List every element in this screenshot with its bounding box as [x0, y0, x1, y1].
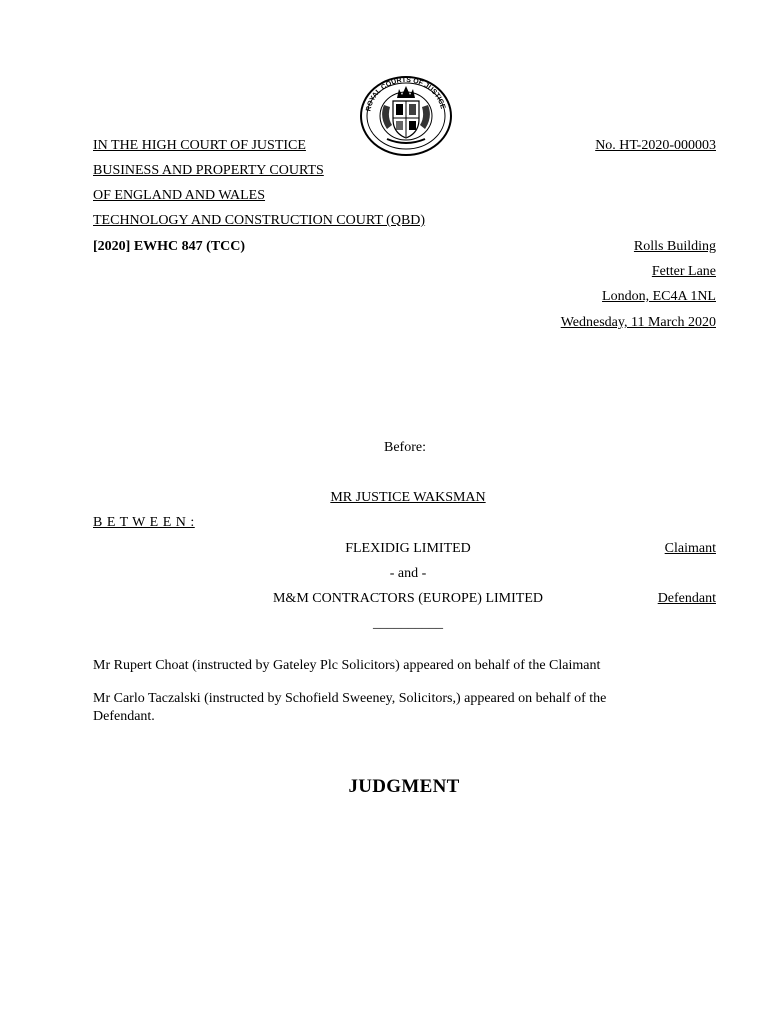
royal-courts-seal-icon [357, 75, 455, 157]
court-name-line-1: IN THE HIGH COURT OF JUSTICE [93, 138, 306, 153]
court-name-line-3: OF ENGLAND AND WALES [93, 188, 266, 203]
case-number: No. HT-2020-000003 [595, 138, 716, 153]
defendant-name: M&M CONTRACTORS (EUROPE) LIMITED [272, 591, 544, 606]
claimant-counsel: Mr Rupert Choat (instructed by Gateley Plc Solicitors) appeared on behalf of the Claimant [93, 658, 601, 673]
parties-separator-rule: __________ [373, 616, 443, 631]
court-address-line-1: Rolls Building [633, 239, 716, 254]
defendant-counsel-line-2: Defendant. [93, 709, 155, 724]
claimant-role: Claimant [664, 541, 716, 556]
between-label: B E T W E E N : [93, 515, 195, 530]
and-separator: - and - [389, 566, 427, 581]
defendant-counsel-line-1: Mr Carlo Taczalski (instructed by Schofield Sweeney, Solicitors,) appeared on behalf of the [93, 691, 607, 706]
neutral-citation: [2020] EWHC 847 (TCC) [93, 239, 246, 254]
court-address-line-2: Fetter Lane [651, 264, 716, 279]
judgment-date: Wednesday, 11 March 2020 [560, 315, 716, 330]
judgment-title: JUDGMENT [348, 776, 460, 797]
defendant-role: Defendant [657, 591, 716, 606]
court-name-line-2: BUSINESS AND PROPERTY COURTS [93, 163, 324, 178]
before-label: Before: [384, 440, 426, 455]
judge-name: MR JUSTICE WAKSMAN [330, 490, 486, 505]
court-address-line-3: London, EC4A 1NL [602, 289, 716, 304]
svg-text:ROYAL COURTS OF JUSTICE: ROYAL COURTS OF JUSTICE [365, 76, 447, 113]
claimant-name: FLEXIDIG LIMITED [345, 541, 471, 556]
court-name-line-4: TECHNOLOGY AND CONSTRUCTION COURT (QBD) [93, 213, 426, 228]
